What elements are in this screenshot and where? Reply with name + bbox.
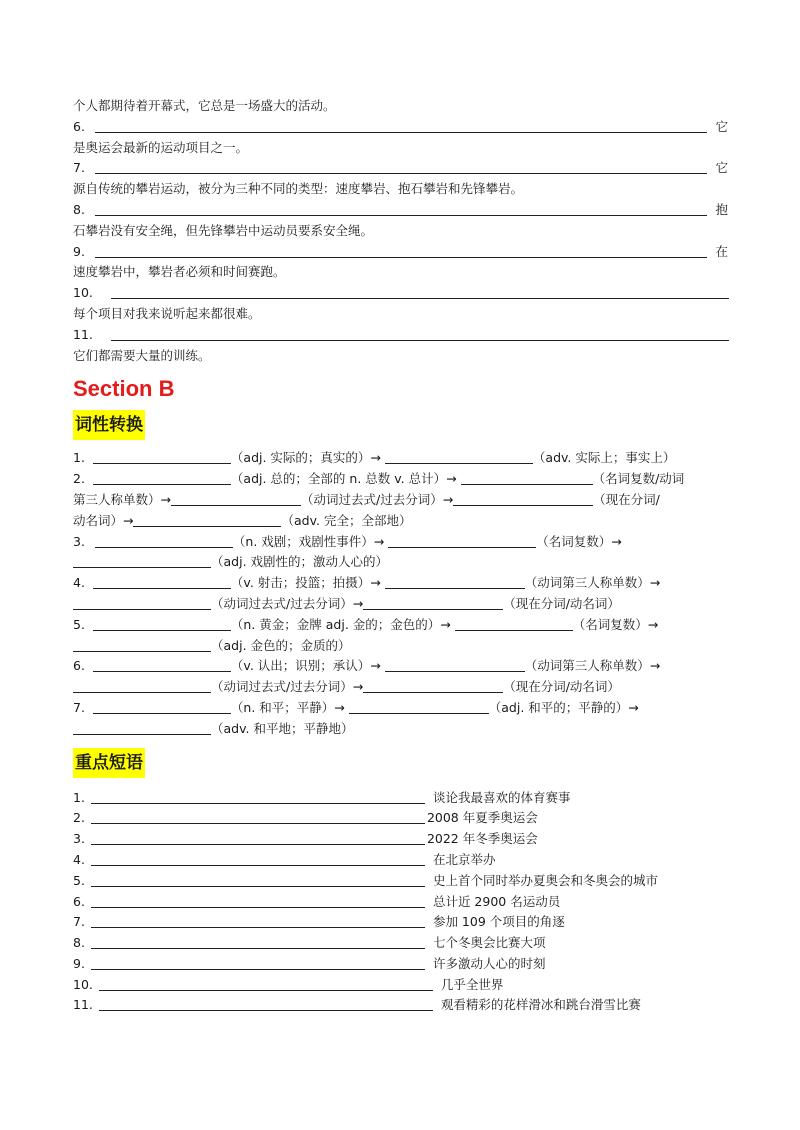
answer-blank[interactable] [111,284,729,299]
answer-blank[interactable] [363,596,503,610]
word-forms-heading-wrap [73,410,728,444]
translation-item-8: 8. 抱 [73,201,728,217]
phrase-item: 8. 七个冬奥会比赛大项 [73,935,546,951]
worksheet-page [73,96,728,1016]
translation-item-9-text: 速度攀岩中，攀岩者必须和时间赛跑。 [73,264,286,280]
answer-blank[interactable] [73,638,211,652]
answer-blank[interactable] [93,575,231,589]
answer-blank[interactable] [93,617,231,631]
answer-blank[interactable] [95,201,707,216]
answer-blank[interactable] [99,976,433,991]
translation-intro-text: 个人都期待着开幕式，它总是一场盛大的活动。 [73,98,336,113]
phrase-item: 6. 总计近 2900 名运动员 [73,893,561,909]
answer-blank[interactable] [93,700,231,714]
answer-blank[interactable] [93,471,231,485]
word-form-line: 第三人称单数）→ （动词过去式/过去分词）→ （现在分词/ [73,491,660,507]
answer-blank[interactable] [133,513,281,527]
answer-blank[interactable] [91,872,425,887]
translation-item-7-text: 源自传统的攀岩运动，被分为三种不同的类型：速度攀岩、抱石攀岩和先锋攀岩。 [73,181,524,197]
translation-item-6: 6. 它 [73,118,728,134]
answer-blank[interactable] [91,913,425,928]
answer-blank[interactable] [95,118,707,133]
answer-blank[interactable] [73,721,211,735]
word-form-line: 4. （v. 射击；投篮；拍摄）→ （动词第三人称单数）→ [73,575,661,591]
answer-blank[interactable] [171,492,301,506]
answer-blank[interactable] [453,492,593,506]
word-forms-heading: 词性转换 [73,410,145,440]
answer-blank[interactable] [91,934,425,949]
word-form-line: 6. （v. 认出；识别；承认）→ （动词第三人称单数）→ [73,658,661,674]
phrase-item: 7. 参加 109 个项目的角逐 [73,914,565,930]
answer-blank[interactable] [95,159,707,174]
word-form-line: （动词过去式/过去分词）→ （现在分词/动名词） [73,594,728,615]
phrase-item: 10. 几乎全世界 [73,976,504,992]
word-form-line: 5. （n. 黄金；金牌 adj. 金的；金色的）→ （名词复数）→ [73,616,659,632]
translation-item-11: 11. [73,325,728,346]
phrase-item: 2. 2008 年夏季奥运会 [73,810,538,826]
answer-blank[interactable] [461,471,593,485]
answer-blank[interactable] [91,789,425,804]
answer-blank[interactable] [385,575,525,589]
translation-item-10: 10. [73,283,728,304]
phrase-item: 3. 2022 年冬季奥运会 [73,831,538,847]
section-b-title: Section B [73,376,175,402]
phrases-heading: 重点短语 [73,748,145,778]
answer-blank[interactable] [91,809,425,824]
word-form-line: 3. （n. 戏剧；戏剧性事件）→ （名词复数）→ [73,533,622,549]
word-form-line: （adj. 戏剧性的；激动人心的） [73,552,728,573]
phrase-item: 4. 在北京举办 [73,851,496,867]
word-form-line: 1. （adj. 实际的；真实的）→ （adv. 实际上；事实上） [73,450,676,466]
answer-blank[interactable] [385,450,533,464]
word-form-line: （动词过去式/过去分词）→ （现在分词/动名词） [73,677,728,698]
answer-blank[interactable] [91,851,425,866]
translation-item-11-text: 它们都需要大量的训练。 [73,347,211,363]
translation-item-6-text: 是奥运会最新的运动项目之一。 [73,139,249,155]
answer-blank[interactable] [73,679,211,693]
answer-blank[interactable] [91,955,425,970]
translation-intro-line [73,96,728,117]
translation-item-9: 9. 在 [73,243,728,259]
phrase-item: 1. 谈论我最喜欢的体育赛事 [73,789,571,805]
phrase-item: 11. 观看精彩的花样滑冰和跳台滑雪比赛 [73,997,641,1013]
word-form-line: 7. （n. 和平；平静）→ （adj. 和平的；平静的）→ [73,699,639,715]
answer-blank[interactable] [95,243,707,258]
word-form-line: （adj. 金色的；金质的） [73,636,728,657]
answer-blank[interactable] [73,554,211,568]
word-form-line: 动名词）→ （adv. 完全；全部地） [73,512,412,528]
answer-blank[interactable] [91,830,425,845]
answer-blank[interactable] [99,996,433,1011]
translation-item-10-text: 每个项目对我来说听起来都很难。 [73,305,261,321]
answer-blank[interactable] [91,893,425,908]
answer-blank[interactable] [93,658,231,672]
answer-blank[interactable] [73,596,211,610]
phrases-heading-wrap [73,748,728,782]
phrase-item: 5. 史上首个同时举办夏奥会和冬奥会的城市 [73,872,658,888]
translation-item-7: 7. 它 [73,160,728,176]
answer-blank[interactable] [93,450,231,464]
translation-item-8-text: 石攀岩没有安全绳，但先锋攀岩中运动员要系安全绳。 [73,222,374,238]
word-form-line: （adv. 和平地；平静地） [73,719,728,740]
word-form-line: 2. （adj. 总的；全部的 n. 总数 v. 总计）→ （名词复数/动词 [73,471,685,487]
answer-blank[interactable] [111,326,729,341]
answer-blank[interactable] [385,658,525,672]
answer-blank[interactable] [363,679,503,693]
phrase-list [73,788,728,1017]
answer-blank[interactable] [95,534,233,548]
answer-blank[interactable] [388,534,536,548]
phrase-item: 9. 许多激动人心的时刻 [73,955,546,971]
answer-blank[interactable] [455,617,573,631]
answer-blank[interactable] [349,700,489,714]
